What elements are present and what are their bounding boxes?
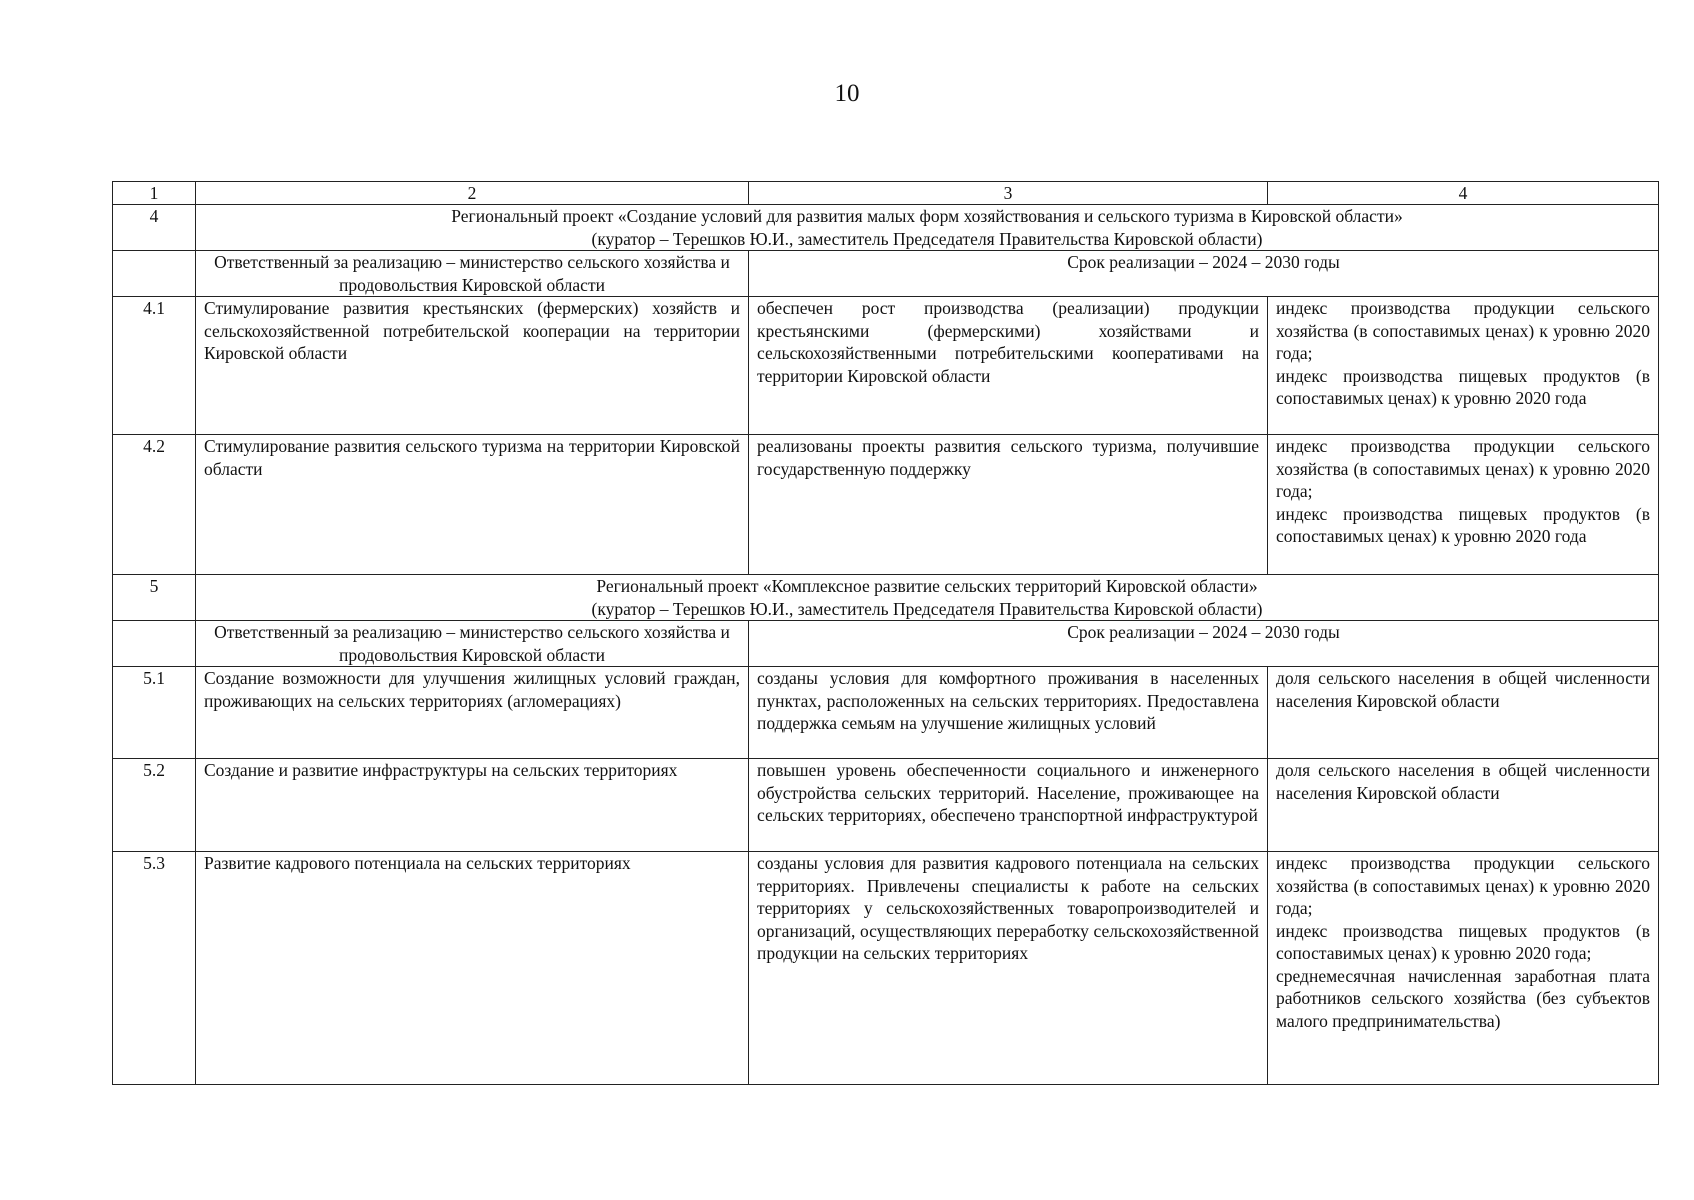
- column-number: 3: [749, 182, 1268, 205]
- task-cell: Создание возможности для улучшения жилищных условий граждан, проживающих на сельских территориях (агломерациях): [196, 667, 749, 759]
- section-meta-row: [113, 621, 1659, 667]
- task-cell: Стимулирование развития крестьянских (фермерских) хозяйств и сельскохозяйственной потребительской кооперации на территории Кировской области: [196, 297, 749, 435]
- result-cell: обеспечен рост производства (реализации) продукции крестьянскими (фермерскими) хозяйствами и сельскохозяйственными потребительскими кооперативами на территории Кировской области: [749, 297, 1268, 435]
- row-number: 5.3: [113, 852, 196, 1085]
- section-title: Региональный проект «Комплексное развитие сельских территорий Кировской области»: [596, 576, 1258, 596]
- empty-cell: [113, 621, 196, 667]
- term-cell: Срок реализации – 2024 – 2030 годы: [749, 621, 1659, 667]
- result-cell: реализованы проекты развития сельского туризма, получившие государственную поддержку: [749, 435, 1268, 575]
- term-cell: Срок реализации – 2024 – 2030 годы: [749, 251, 1659, 297]
- table-row: [113, 667, 1659, 759]
- section-number: 5: [113, 575, 196, 621]
- indicator: среднемесячная начисленная заработная плата работников сельского хозяйства (без субъектов малого предпринимательства): [1276, 965, 1650, 1031]
- indicator-cell: [1268, 759, 1659, 852]
- indicator-cell: [1268, 852, 1659, 1085]
- result-cell: повышен уровень обеспеченности социального и инженерного обустройства сельских территорий. Население, проживающее на сельских территориях, обеспечено транспортной инфраструктурой: [749, 759, 1268, 852]
- indicator: индекс производства продукции сельского хозяйства (в сопоставимых ценах) к уровню 2020 года;: [1276, 436, 1650, 501]
- row-number: 4.2: [113, 435, 196, 575]
- indicator: доля сельского населения в общей численности населения Кировской области: [1276, 668, 1650, 711]
- row-number: 5.1: [113, 667, 196, 759]
- responsible-cell: Ответственный за реализацию – министерство сельского хозяйства и продовольствия Кировской области: [196, 251, 749, 297]
- section-title-cell: [196, 575, 1659, 621]
- result-cell: созданы условия для комфортного проживания в населенных пунктах, расположенных на сельских территориях. Предоставлена поддержка семьям на улучшение жилищных условий: [749, 667, 1268, 759]
- section-header-row: [113, 205, 1659, 251]
- section-header-row: [113, 575, 1659, 621]
- page-number: 10: [834, 80, 860, 107]
- table-row: [113, 435, 1659, 575]
- section-meta-row: [113, 251, 1659, 297]
- indicator: индекс производства продукции сельского хозяйства (в сопоставимых ценах) к уровню 2020 года;: [1276, 298, 1650, 363]
- indicator: индекс производства пищевых продуктов (в сопоставимых ценах) к уровню 2020 года;: [1276, 920, 1650, 963]
- indicator: индекс производства продукции сельского хозяйства (в сопоставимых ценах) к уровню 2020 года;: [1276, 853, 1650, 918]
- column-number: 1: [113, 182, 196, 205]
- table-row: [113, 759, 1659, 852]
- section-title-cell: [196, 205, 1659, 251]
- responsible-cell: Ответственный за реализацию – министерство сельского хозяйства и продовольствия Кировской области: [196, 621, 749, 667]
- task-cell: Создание и развитие инфраструктуры на сельских территориях: [196, 759, 749, 852]
- row-number: 4.1: [113, 297, 196, 435]
- column-number: 4: [1268, 182, 1659, 205]
- table-row: [113, 297, 1659, 435]
- column-number: 2: [196, 182, 749, 205]
- indicator-cell: [1268, 667, 1659, 759]
- indicator-cell: [1268, 435, 1659, 575]
- section-title: Региональный проект «Создание условий для развития малых форм хозяйствования и сельского туризма в Кировской области»: [451, 206, 1403, 226]
- table-row: [113, 852, 1659, 1085]
- task-cell: Стимулирование развития сельского туризма на территории Кировской области: [196, 435, 749, 575]
- section-number: 4: [113, 205, 196, 251]
- indicator: доля сельского населения в общей численности населения Кировской области: [1276, 760, 1650, 803]
- section-curator: (куратор – Терешков Ю.И., заместитель Председателя Правительства Кировской области): [591, 228, 1263, 249]
- indicator: индекс производства пищевых продуктов (в сопоставимых ценах) к уровню 2020 года: [1276, 365, 1650, 408]
- row-number: 5.2: [113, 759, 196, 852]
- empty-cell: [113, 251, 196, 297]
- section-curator: (куратор – Терешков Ю.И., заместитель Председателя Правительства Кировской области): [591, 598, 1263, 619]
- task-cell: Развитие кадрового потенциала на сельских территориях: [196, 852, 749, 1085]
- column-number-row: [113, 182, 1659, 205]
- project-table: [112, 181, 1659, 1085]
- indicator-cell: [1268, 297, 1659, 435]
- indicator: индекс производства пищевых продуктов (в сопоставимых ценах) к уровню 2020 года: [1276, 503, 1650, 546]
- result-cell: созданы условия для развития кадрового потенциала на сельских территориях. Привлечены специалисты к работе на сельских территориях у сельскохозяйственных товаропроизводителей и организаций, осуществляющих переработку сельскохозяйственной продукции на сельских территориях: [749, 852, 1268, 1085]
